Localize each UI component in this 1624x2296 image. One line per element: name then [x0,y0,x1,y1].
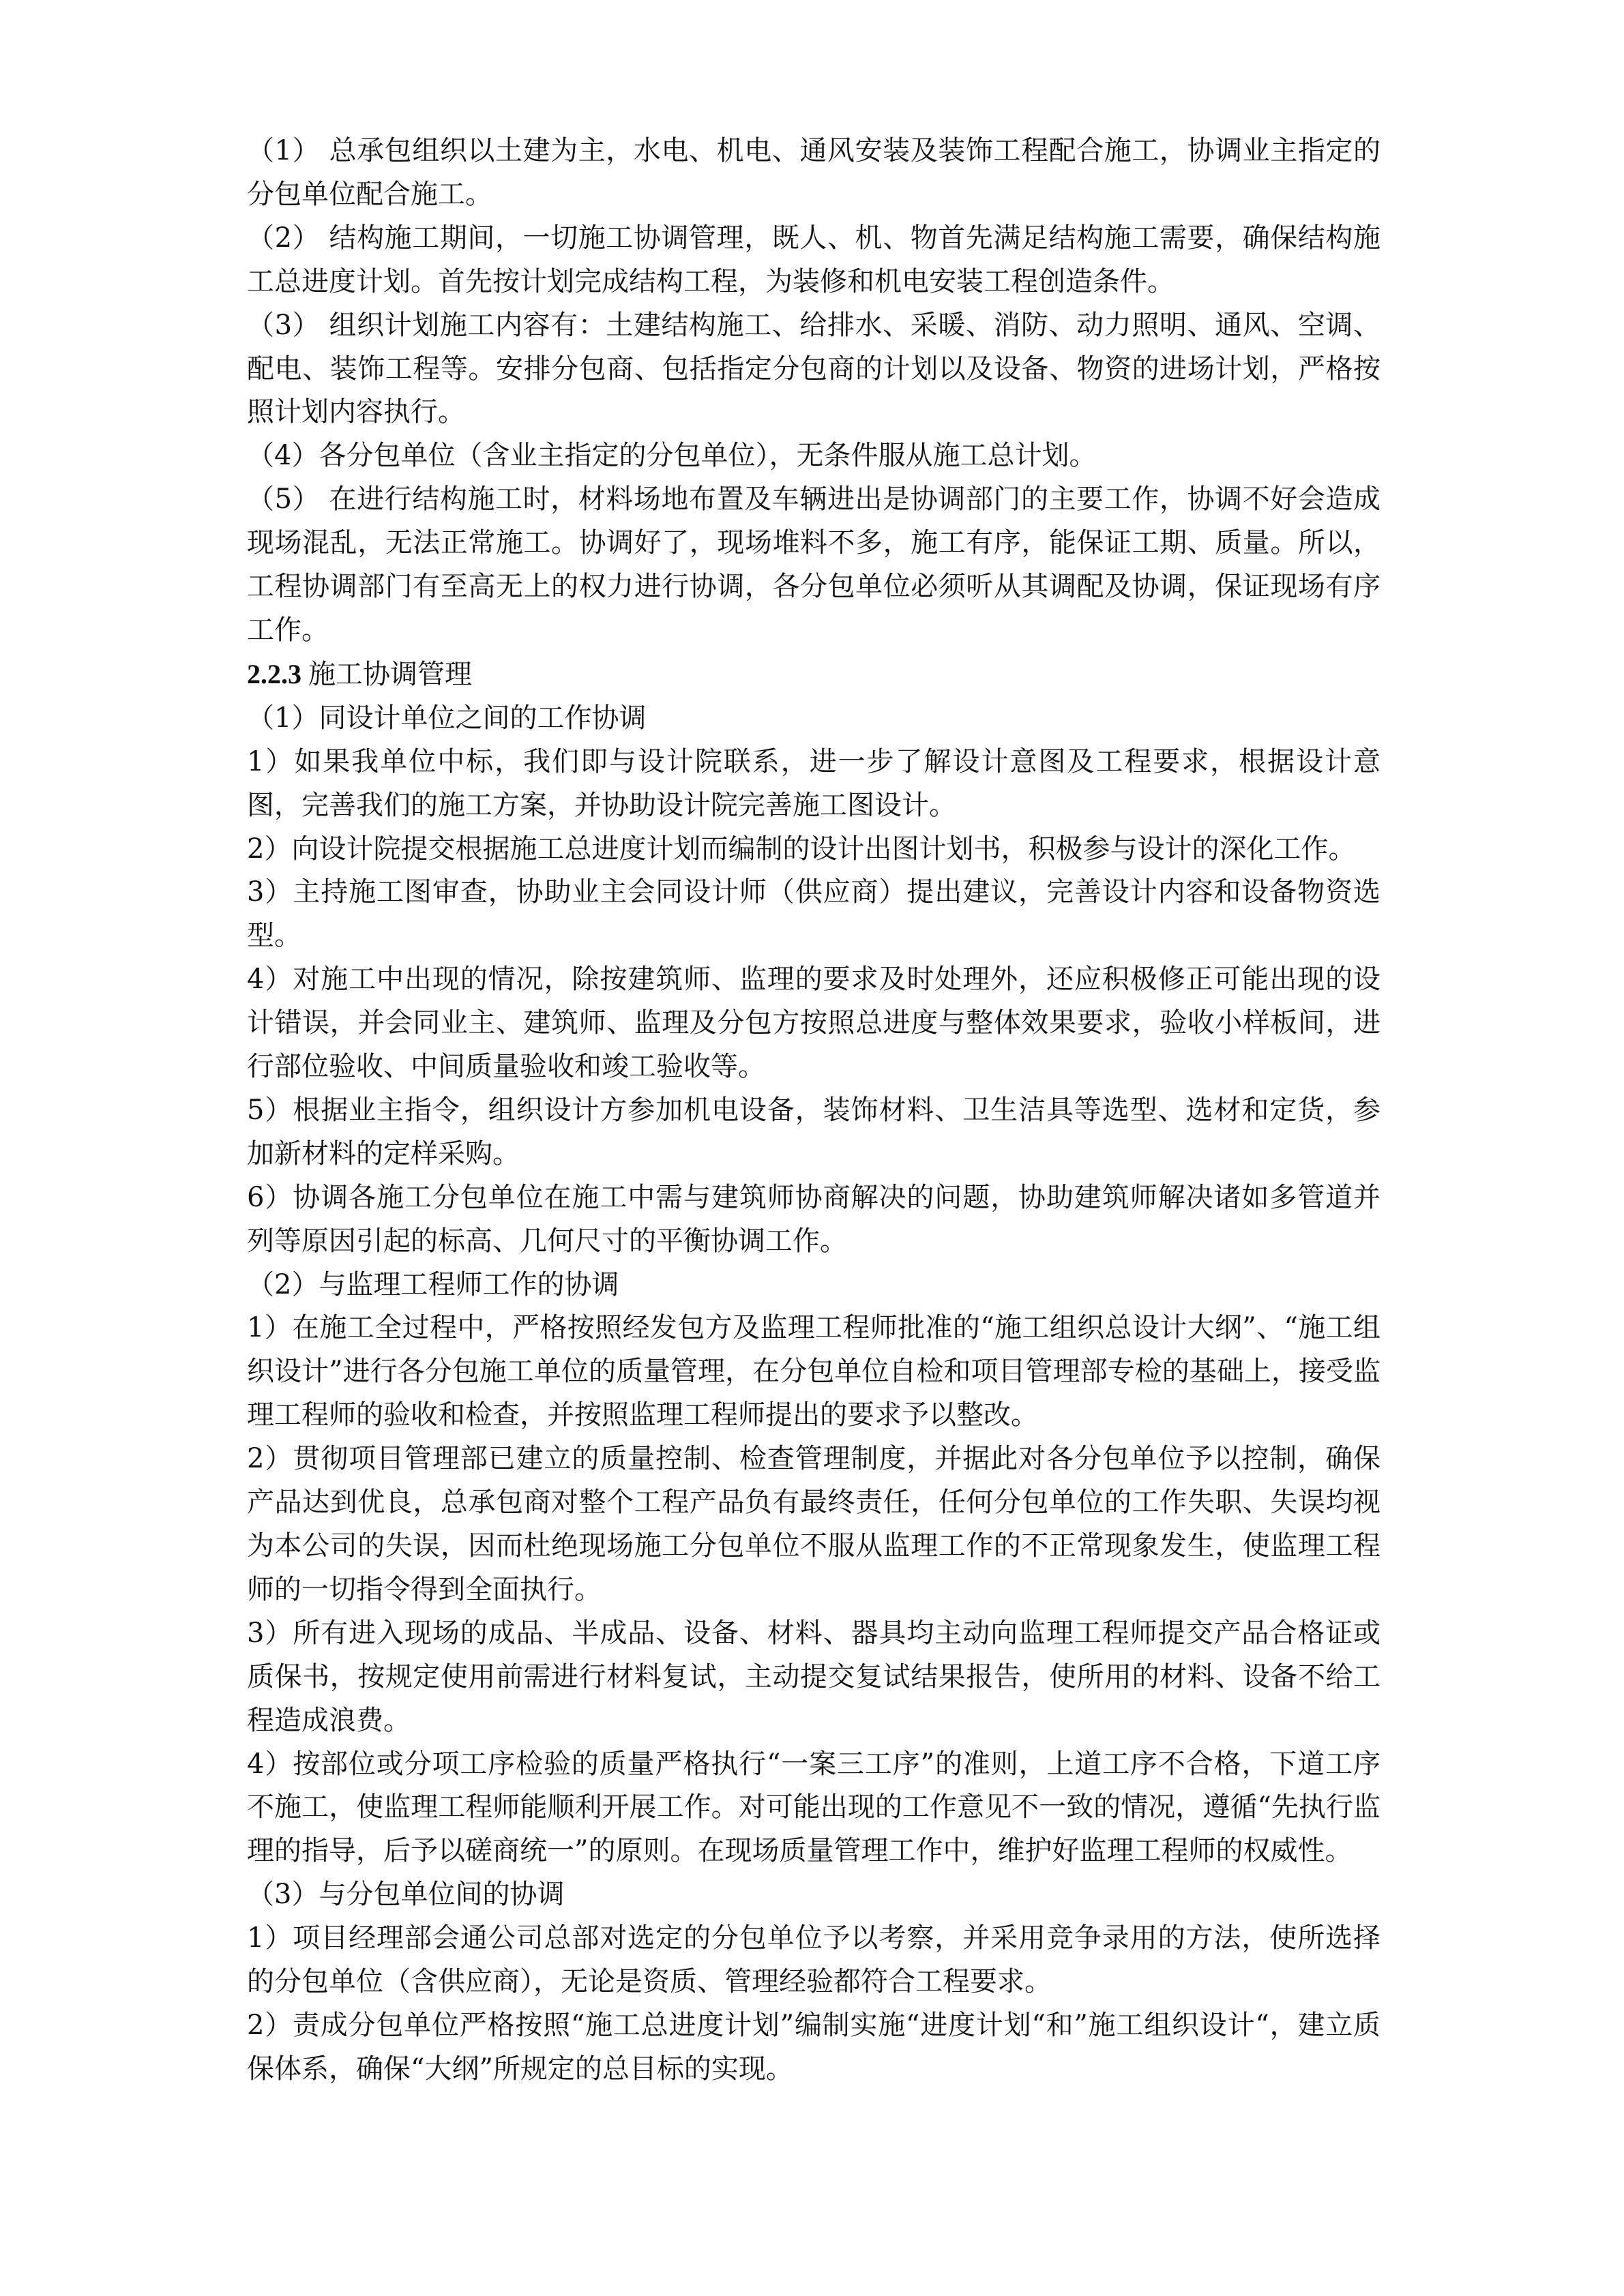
section-heading [247,653,1381,697]
section-number: 2.2.3 [247,658,301,689]
design-item-6: 6）协调各施工分包单位在施工中需与建筑师协商解决的问题，协助建筑师解决诸如多管道并列等原因引起的标高、几何尺寸的平衡协调工作。 [247,1181,1381,1257]
design-item-4: 4）对施工中出现的情况，除按建筑师、监理的要求及时处理外，还应积极修正可能出现的设计错误，并会同业主、建筑师、监理及分包方按照总进度与整体效果要求，验收小样板间，进行部位验收、中间质量验收和竣工验收等。 [247,964,1381,1083]
document-page [247,130,1381,2091]
supervision-item-4: 4）按部位或分项工序检验的质量严格执行“一案三工序”的准则，上道工序不合格，下道工序不施工，使监理工程师能顺利开展工作。对可能出现的工作意见不一致的情况，遵循“先执行监理的指导，后予以磋商统一”的原则。在现场质量管理工作中，维护好监理工程师的权威性。 [247,1748,1381,1867]
supervision-item-2: 2）贯彻项目管理部已建立的质量控制、检查管理制度，并据此对各分包单位予以控制，确保产品达到优良，总承包商对整个工程产品负有最终责任，任何分包单位的工作失职、失误均视为本公司的失误，因而杜绝现场施工分包单位不服从监理工作的不正常现象发生，使监理工程师的一切指令得到全面执行。 [247,1443,1381,1605]
intro-item-1: （1） 总承包组织以土建为主，水电、机电、通风安装及装饰工程配合施工，协调业主指定的分包单位配合施工。 [247,135,1381,210]
design-item-5: 5）根据业主指令，组织设计方参加机电设备，装饰材料、卫生洁具等选型、选材和定货，参加新材料的定样采购。 [247,1094,1381,1169]
section-title: 施工协调管理 [308,658,472,690]
subsection-heading-design: （1）同设计单位之间的工作协调 [247,702,647,734]
intro-item-5: （5） 在进行结构施工时，材料场地布置及车辆进出是协调部门的主要工作，协调不好会造成现场混乱，无法正常施工。协调好了，现场堆料不多，施工有序，能保证工期、质量。所以，工程协调部门有至高无上的权力进行协调，各分包单位必须听从其调配及协调，保证现场有序工作。 [247,483,1381,646]
intro-item-2: （2） 结构施工期间，一切施工协调管理，既人、机、物首先满足结构施工需要，确保结构施工总进度计划。首先按计划完成结构工程，为装修和机电安装工程创造条件。 [247,222,1381,297]
design-item-3: 3）主持施工图审查，协助业主会同设计师（供应商）提出建议，完善设计内容和设备物资选型。 [247,876,1381,952]
subsection-heading-subcontractor: （3）与分包单位间的协调 [247,1879,565,1911]
subcontractor-item-2: 2）责成分包单位严格按照“施工总进度计划”编制实施“进度计划“和”施工组织设计“，建立质保体系，确保“大纲”所规定的总目标的实现。 [247,2009,1381,2085]
intro-item-3: （3） 组织计划施工内容有：土建结构施工、给排水、采暖、消防、动力照明、通风、空调、配电、装饰工程等。安排分包商、包括指定分包商的计划以及设备、物资的进场计划，严格按照计划内容执行。 [247,309,1381,428]
design-item-2: 2）向设计院提交根据施工总进度计划而编制的设计出图计划书，积极参与设计的深化工作。 [247,833,1356,865]
intro-item-4: （4）各分包单位（含业主指定的分包单位），无条件服从施工总计划。 [247,440,1097,472]
subcontractor-item-1: 1）项目经理部会通公司总部对选定的分包单位予以考察，并采用竞争录用的方法，使所选择的分包单位（含供应商），无论是资质、管理经验都符合工程要求。 [247,1922,1381,1998]
design-item-1: 1）如果我单位中标，我们即与设计院联系，进一步了解设计意图及工程要求，根据设计意图，完善我们的施工方案，并协助设计院完善施工图设计。 [247,745,1381,821]
supervision-item-1: 1）在施工全过程中，严格按照经发包方及监理工程师批准的“施工组织总设计大纲”、“施工组织设计”进行各分包施工单位的质量管理，在分包单位自检和项目管理部专检的基础上，接受监理工程师的验收和检查，并按照监理工程师提出的要求予以整改。 [247,1312,1381,1431]
subsection-heading-supervision: （2）与监理工程师工作的协调 [247,1268,619,1300]
supervision-item-3: 3）所有进入现场的成品、半成品、设备、材料、器具均主动向监理工程师提交产品合格证或质保书，按规定使用前需进行材料复试，主动提交复试结果报告，使所用的材料、设备不给工程造成浪费。 [247,1617,1381,1736]
